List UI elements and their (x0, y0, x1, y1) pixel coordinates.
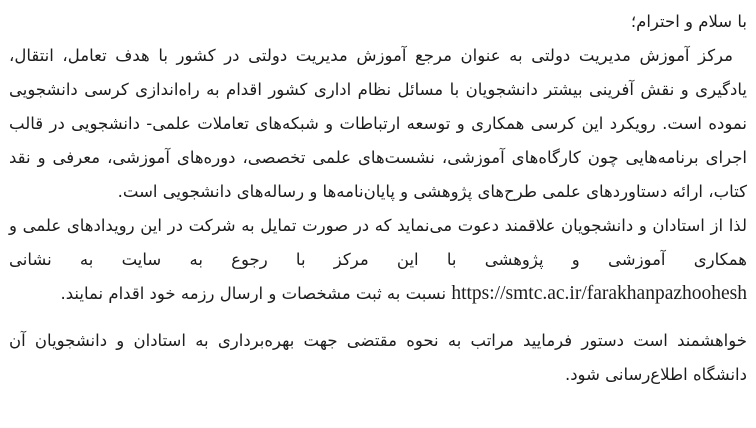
invitation-paragraph (9, 209, 747, 311)
website-url: https://smtc.ac.ir/farakhanpazhoohesh (451, 283, 747, 304)
invitation-text-before-url: لذا از استادان و دانشجویان علاقمند دعوت می‌نماید که در صورت تمایل به شرکت در این رویدادهای علمی و همکاری آموزشی و پژوهشی با این مرکز با رجوع به سایت به نشانی (9, 216, 747, 269)
greeting-line: با سلام و احترام؛ (630, 12, 747, 31)
intro-paragraph: مرکز آموزش مدیریت دولتی به عنوان مرجع آموزش مدیریت دولتی در کشور با هدف تعامل، انتقال، یادگیری و نقش آفرینی بیشتر دانشجویان با مسائل نظام اداری کشور اقدام به راه‌اندازی کرسی دانشجویی نموده است. رویکرد این کرسی همکاری و توسعه ارتباطات و شبکه‌های تعاملات علمی- دانشجویی در قالب اجرای برنامه‌هایی چون کارگاه‌های آموزشی، نشست‌های علمی تخصصی، دوره‌های آموزشی، معرفی و نقد کتاب، ارائه دستاوردهای علمی طرح‌های پژوهشی و پایان‌نامه‌ها و رساله‌های دانشجویی است. (9, 46, 747, 201)
invitation-text-after-url: نسبت به ثبت مشخصات و ارسال رزمه خود اقدام نمایند. (60, 284, 447, 303)
request-paragraph: خواهشمند است دستور فرمایید مراتب به نحوه مقتضی جهت بهره‌برداری به استادان و دانشجویان آن دانشگاه اطلاع‌رسانی شود. (9, 331, 747, 384)
